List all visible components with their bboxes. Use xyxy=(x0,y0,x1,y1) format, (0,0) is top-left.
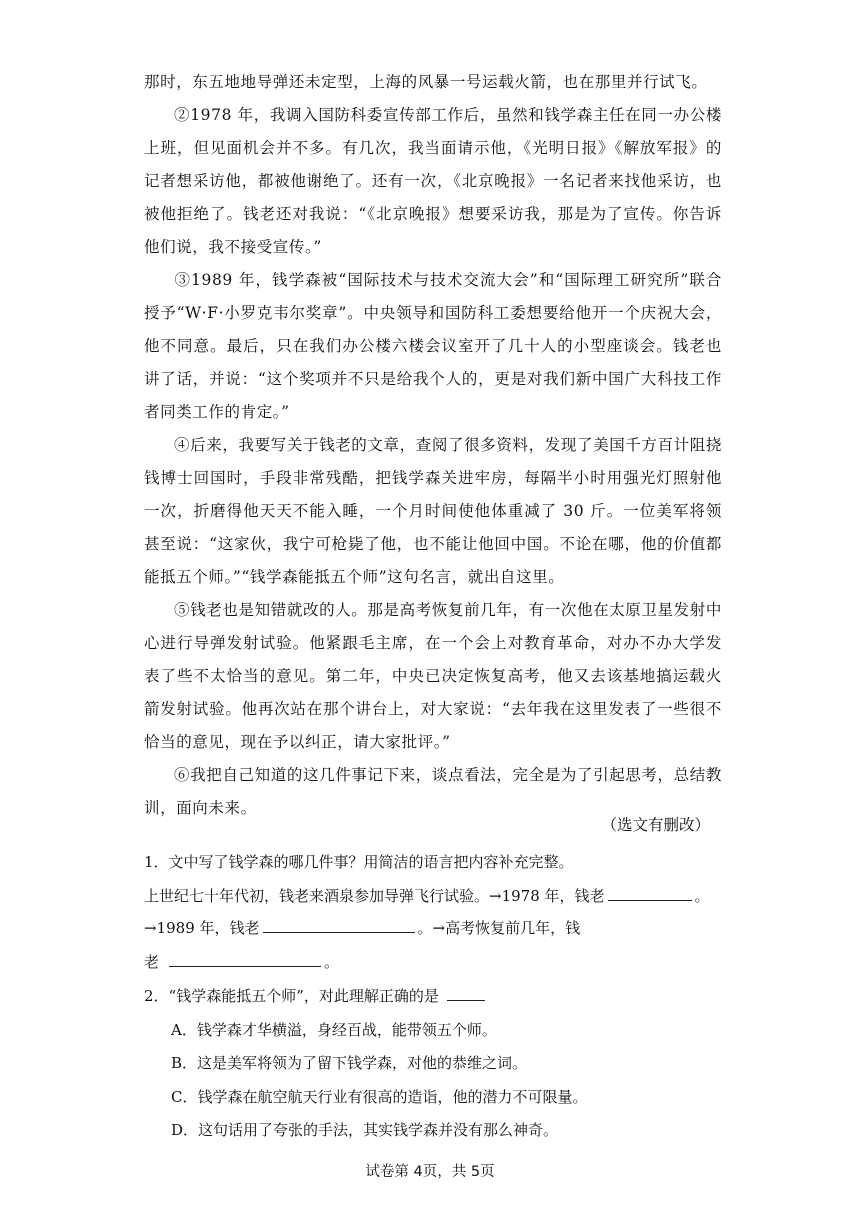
question-2-stem: 2．“钱学森能抵五个师”，对此理解正确的是 xyxy=(144,984,488,1008)
source-note: （选文有删改） xyxy=(601,816,710,834)
answer-blank-2[interactable] xyxy=(263,916,415,933)
article-paragraph-5: ⑤钱老也是知错就改的人。那是高考恢复前几年，有一次他在太原卫星发射中心进行导弹发射试验。他紧跟毛主席，在一个会上对教育革命，对办不办大学发表了些不太恰当的意见。第二年，中央已决定恢复高考，他又去该基地搞运载火箭发射试验。他再次站在那个讲台上，对大家说：“去年我在这里发表了一些很不恰当的意见，现在予以纠正，请大家批评。” xyxy=(144,601,722,751)
article-paragraph-1: 那时，东五地地导弹还未定型，上海的风暴一号运载火箭，也在那里并行试飞。 xyxy=(144,73,708,91)
article-paragraph-3: ③1989 年，钱学森被“国际技术与技术交流大会”和“国际理工研究所”联合授予“W·F·小罗克韦尔奖章”。中央领导和国防科工委想要给他开一个庆祝大会，他不同意。最后，只在我们办公楼六楼会议室开了几十人的小型座谈会。钱老也讲了话，并说：“这个奖项并不只是给我个人的，更是对我们新中国广大科技工作者同类工作的肯定。” xyxy=(144,271,722,421)
question-1-line-1: 上世纪七十年代初，钱老来酒泉参加导弹飞行试验。→1978 年，钱老 。 xyxy=(144,884,710,908)
article-paragraph-6: ⑥我把自己知道的这几件事记下来，谈点看法，完全是为了引起思考，总结教训，面向未来。 xyxy=(144,766,722,817)
question-1-stem: 1．文中写了钱学森的哪几件事？用简洁的语言把内容补充完整。 xyxy=(144,853,574,871)
answer-blank-4[interactable] xyxy=(447,984,485,1001)
question-1-line-2: →1989 年，钱老 。→高考恢复前几年，钱 xyxy=(144,916,580,940)
article-paragraph-4: ④后来，我要写关于钱老的文章，查阅了很多资料，发现了美国千方百计阻挠钱博士回国时，手段非常残酷，把钱学森关进牢房，每隔半小时用强光灯照射他一次，折磨得他天天不能入睡，一个月时间使他体重减了 30 斤。一位美军将领甚至说：“这家伙，我宁可枪毙了他，也不能让他回中国。不论在哪，他的价值都能抵五个师。”“钱学森能抵五个师”这句名言，就出自这里。 xyxy=(144,436,722,586)
option-d[interactable]: D．这句话用了夸张的手法，其实钱学森并没有那么神奇。 xyxy=(171,1121,559,1139)
article-paragraph-2: ②1978 年，我调入国防科委宣传部工作后，虽然和钱学森主任在同一办公楼上班，但见面机会并不多。有几次，我当面请示他，《光明日报》《解放军报》的记者想采访他，都被他谢绝了。还有一次，《北京晚报》一名记者来找他采访，也被他拒绝了。钱老还对我说：“《北京晚报》想要采访我，那是为了宣传。你告诉他们说，我不接受宣传。” xyxy=(144,106,722,256)
answer-blank-3[interactable] xyxy=(169,950,321,967)
page-footer: 试卷第 4页，共 5页 xyxy=(365,1164,495,1180)
option-a[interactable]: A．钱学森才华横溢，身经百战，能带领五个师。 xyxy=(171,1021,497,1039)
option-b[interactable]: B．这是美军将领为了留下钱学森，对他的恭维之词。 xyxy=(171,1054,528,1072)
question-1-line-3: 老 。 xyxy=(144,950,339,974)
answer-blank-1[interactable] xyxy=(608,884,692,901)
option-c[interactable]: C．钱学森在航空航天行业有很高的造诣，他的潜力不可限量。 xyxy=(171,1088,588,1106)
